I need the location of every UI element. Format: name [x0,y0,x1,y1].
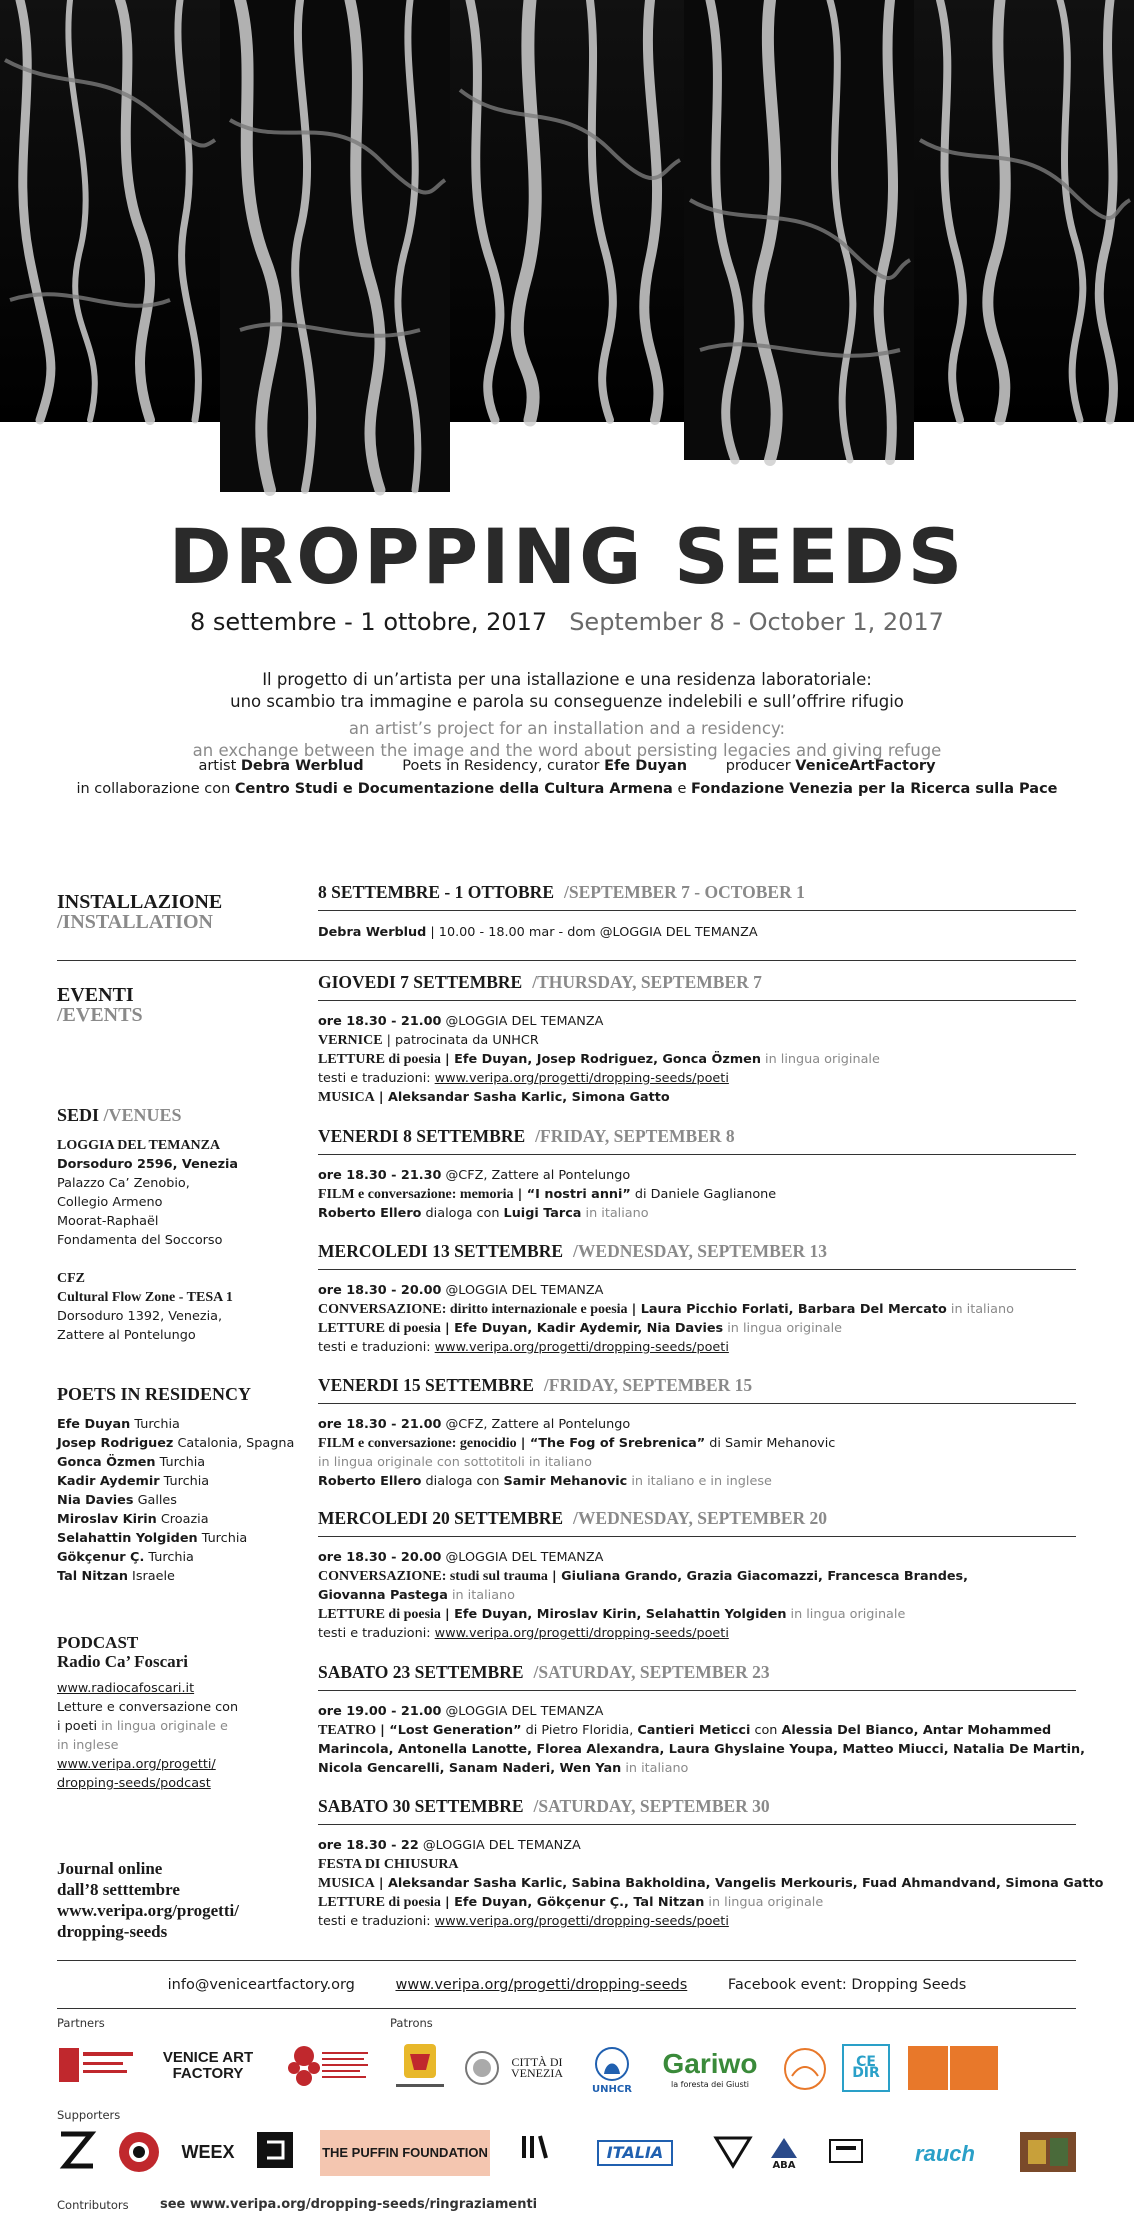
event-detail: | Giuliana Grando, Grazia Giacomazzi, Francesca Brandes, [551,1569,969,1584]
day-en: /THURSDAY, SEPTEMBER 7 [532,972,762,992]
events-head-it: EVENTI [57,984,134,1006]
event-detail: | “Lost Generation” [380,1723,522,1738]
poet-name: Selahattin Yolgiden [57,1531,198,1546]
event-author: di Daniele Gaglianone [634,1187,777,1202]
divider [57,960,1076,961]
podcast-link[interactable]: dropping-seeds/podcast [57,1776,211,1791]
event-activity: LETTURE di poesia [318,1321,441,1336]
event-activity: MUSICA [318,1090,375,1105]
poets-heading: POETS IN RESIDENCY [57,1384,252,1404]
testi-label: testi e traduzioni: [318,1914,431,1929]
credits-collab-label: in collaborazione con [76,781,231,797]
poet-item [57,1434,297,1453]
installation-hours: | 10.00 - 18.00 mar - dom [430,925,596,940]
poet-item [57,1567,297,1586]
event-time: ore 19.00 - 21.00 [318,1704,442,1719]
event-speaker: Samir Mehanovic [503,1474,628,1489]
installation-dates [318,882,805,903]
divider [318,1403,1076,1404]
event-detail: | Efe Duyan, Gökçenur Ç., Tal Nitzan [445,1895,705,1910]
event-place: @LOGGIA DEL TEMANZA [445,1014,604,1029]
credits-artist: Debra Werblud [240,758,364,774]
day-en: /WEDNESDAY, SEPTEMBER 20 [573,1508,828,1528]
day-it: MERCOLEDI 20 SETTEMBRE [318,1508,564,1528]
contributors-link[interactable]: see www.veripa.org/dropping-seeds/ringraziamenti [160,2197,538,2212]
event-detail: Giovanna Pastega [318,1588,448,1603]
installation-info [318,923,1088,942]
day-heading [318,972,762,993]
poet-item [57,1453,297,1472]
poet-name: Tal Nitzan [57,1569,128,1584]
day-it: GIOVEDI 7 SETTEMBRE [318,972,523,992]
poet-country: Turchia [159,1455,206,1470]
poet-item [57,1472,297,1491]
venue-line: Palazzo Ca’ Zenobio, [57,1176,190,1191]
unhcr-logo [580,2040,644,2100]
day-heading [318,1241,827,1262]
credits-collab2: Fondazione Venezia per la Ricerca sulla Pace [690,781,1058,797]
mentasti-design-logo [710,2130,756,2176]
venue-line: Moorat-Raphaël [57,1214,159,1229]
day-heading [318,1796,770,1817]
day-it: SABATO 30 SETTEMBRE [318,1796,524,1816]
installation-dates-it: 8 SETTEMBRE - 1 OTTOBRE [318,882,554,902]
credits [0,755,1134,801]
day-heading [318,1375,752,1396]
poets-section [57,1383,297,1586]
credits-curator: Efe Duyan [604,758,688,774]
venue-line: Zattere al Pontelungo [57,1328,196,1343]
installation-dates-en: /SEPTEMBER 7 - OCTOBER 1 [564,882,805,902]
venue-name: CFZ [57,1271,85,1286]
event-speaker: Roberto Ellero [318,1474,422,1489]
divider [318,1824,1076,1825]
venue-line: Collegio Armeno [57,1195,163,1210]
podcast-text: Letture e conversazione con [57,1700,239,1715]
event-author: di Samir Mehanovic [709,1436,836,1451]
aba-label: ABA [772,2159,796,2171]
divider [318,1690,1076,1691]
event-block [318,1415,1088,1491]
event-place: @CFZ, Zattere al Pontelungo [445,1417,631,1432]
weex-logo: WEEX [181,2142,235,2162]
event-detail: | Laura Picchio Forlati, Barbara Del Mercato [631,1302,947,1317]
venice-art-factory-logo: VENICE ART FACTORY [162,2049,254,2082]
museo-ebraico-logo [510,2130,560,2176]
event-connector: con [754,1723,778,1738]
day-heading [318,1508,827,1529]
testi-label: testi e traduzioni: [318,1340,431,1355]
event-speaker: Luigi Tarca [503,1206,582,1221]
day-en: /SATURDAY, SEPTEMBER 23 [533,1662,770,1682]
partners-label: Partners [57,2016,105,2030]
day-it: MERCOLEDI 13 SETTEMBRE [318,1241,564,1261]
poet-country: Catalonia, Spagna [177,1436,295,1451]
credits-and: e [677,781,687,797]
dates-en: September 8 - October 1, 2017 [569,608,944,636]
venue-line: Fondamenta del Soccorso [57,1233,223,1248]
event-language: in lingua originale con sottotitoli in italiano [318,1455,592,1470]
club-seal-logo [117,2130,161,2174]
day-en: /WEDNESDAY, SEPTEMBER 13 [573,1241,828,1261]
dates-it: 8 settembre - 1 ottobre, 2017 [190,608,548,636]
event-place: @LOGGIA DEL TEMANZA [445,1283,604,1298]
installation-head-it: INSTALLAZIONE [57,891,223,913]
poet-name: Nia Davies [57,1493,134,1508]
armenian-org-logo [950,2046,998,2090]
podcast-subheading: Radio Ca’ Foscari [57,1652,188,1671]
intro-it-line1: Il progetto di un’artista per una istallazione e una residenza laboratoriale: [262,670,872,689]
event-company: Cantieri Meticci [637,1723,751,1738]
podcast-text: i poeti [57,1719,98,1734]
event-connector: dialoga con [425,1206,500,1221]
credits-artist-label: artist [198,758,237,774]
venues-head-en: /VENUES [103,1105,182,1125]
event-detail: | Aleksandar Sasha Karlic, Simona Gatto [378,1090,670,1105]
event-activity: LETTURE di poesia [318,1895,441,1910]
journal-text: dall’8 setttembre [57,1880,180,1899]
event-author: di Pietro Floridia, [525,1723,634,1738]
poet-country: Turchia [134,1417,180,1432]
poet-country: Turchia [148,1550,194,1565]
poet-item [57,1510,297,1529]
divider [318,1536,1076,1537]
event-cast: Nicola Gencarelli, Sanam Naderi, Wen Yan [318,1761,622,1776]
event-activity: CONVERSAZIONE: studi sul trauma [318,1569,548,1584]
day-it: SABATO 23 SETTEMBRE [318,1662,524,1682]
divider [318,910,1076,911]
event-cast: Marincola, Antonella Lanotte, Florea Alexandra, Laura Ghyslaine Youpa, Matteo Miucci, Natalia De Martin, [318,1742,1085,1757]
event-activity: LETTURE di poesia [318,1607,441,1622]
event-activity: FILM e conversazione: memoria [318,1187,514,1202]
event-activity: VERNICE [318,1033,383,1048]
event-place: @CFZ, Zattere al Pontelungo [445,1168,631,1183]
event-detail: | Efe Duyan, Josep Rodriguez, Gonca Özmen [445,1052,761,1067]
contributors-label: Contributors [57,2198,129,2212]
installation-artist: Debra Werblud [318,925,427,940]
installation-place: @LOGGIA DEL TEMANZA [599,925,758,940]
poet-name: Gonca Özmen [57,1455,156,1470]
venue-name: LOGGIA DEL TEMANZA [57,1138,221,1153]
poet-name: Miroslav Kirin [57,1512,157,1527]
poet-item [57,1415,297,1434]
unione-armeni-logo [908,2046,948,2090]
event-detail: | “The Fog of Srebrenica” [520,1436,706,1451]
testi-link[interactable]: www.veripa.org/progetti/dropping-seeds/poeti [434,1626,729,1641]
intro-it [0,669,1134,713]
event-detail: | Efe Duyan, Kadir Aydemir, Nia Davies [445,1321,724,1336]
footer-links [0,1977,1134,1993]
supporters-label: Supporters [57,2108,121,2122]
day-it: VENERDI 8 SETTEMBRE [318,1126,526,1146]
poet-country: Croazia [160,1512,209,1527]
day-en: /FRIDAY, SEPTEMBER 15 [543,1375,753,1395]
event-detail: | Aleksandar Sasha Karlic, Sabina Bakholdina, Vangelis Merkouris, Fuad Ahmandvand, Simona Gatto [378,1876,1104,1891]
podcast-section [57,1633,297,1793]
event-place: @LOGGIA DEL TEMANZA [445,1550,604,1565]
unhcr-label: UNHCR [592,2083,632,2095]
event-language: in lingua originale [727,1321,843,1336]
ca-foscari-logo [57,2130,97,2174]
poet-name: Efe Duyan [57,1417,131,1432]
event-time: ore 18.30 - 21.00 [318,1014,442,1029]
credits-collab1: Centro Studi e Documentazione della Cultura Armena [234,781,673,797]
journal-link[interactable]: www.veripa.org/progetti/ [57,1901,239,1920]
journal-text: Journal online [57,1859,163,1878]
events-heading [57,985,143,1025]
event-connector: dialoga con [425,1474,500,1489]
poet-item [57,1491,297,1510]
art-world-logo [782,2046,828,2092]
roots-photograph [0,0,1134,422]
testi-label: testi e traduzioni: [318,1071,431,1086]
event-activity: CONVERSAZIONE: diritto internazionale e poesia [318,1302,628,1317]
event-language: in italiano [625,1761,689,1776]
event-activity: FESTA DI CHIUSURA [318,1857,459,1872]
venue-address: Dorsoduro 2596, Venezia [57,1157,239,1172]
event-language: in lingua originale [708,1895,824,1910]
divider [57,1960,1076,1961]
event-language: in italiano [585,1206,649,1221]
event-detail: | patrocinata da UNHCR [386,1033,539,1048]
fondazione-logo [57,2042,137,2088]
website-link[interactable]: www.veripa.org/progetti/dropping-seeds [395,1977,688,1993]
event-language: in lingua originale [790,1607,906,1622]
poet-country: Turchia [163,1474,210,1489]
italia-cuba-label: ITALIA [597,2140,674,2166]
event-cast: Alessia Del Bianco, Antar Mohammed [781,1723,1052,1738]
venues-section [57,1104,297,1345]
gariwo-logo [655,2040,765,2098]
event-block [318,1166,1088,1223]
citta-venezia-logo: CITTÀ DI VENEZIA [511,2055,563,2080]
event-time: ore 18.30 - 21.00 [318,1417,442,1432]
event-language: in italiano e in inglese [631,1474,772,1489]
italia-cuba-logo [580,2130,690,2176]
poet-country: Turchia [201,1531,248,1546]
cedir-logo: CE DIR [842,2044,890,2092]
event-block [318,1836,1104,1931]
podcast-text: in lingua originale e [101,1719,228,1734]
podcast-link[interactable]: www.veripa.org/progetti/ [57,1757,216,1772]
venues-head-it: SEDI [57,1105,100,1125]
event-activity: FILM e conversazione: genocidio [318,1436,517,1451]
gariwo-label: Gariwo [662,2047,758,2079]
event-time: ore 18.30 - 22 [318,1838,419,1853]
journal-link[interactable]: dropping-seeds [57,1922,168,1941]
regione-veneto-logo [390,2040,450,2096]
event-block [318,1702,1088,1778]
event-activity: LETTURE di poesia [318,1052,441,1067]
credits-producer: VeniceArtFactory [795,758,936,774]
event-speaker: Roberto Ellero [318,1206,422,1221]
day-heading [318,1126,735,1147]
venue-name-full: Cultural Flow Zone - TESA 1 [57,1290,233,1305]
day-en: /FRIDAY, SEPTEMBER 8 [535,1126,735,1146]
event-block [318,1012,1088,1107]
credits-poets-label: Poets in Residency, curator [402,758,600,774]
event-language: in italiano [451,1588,515,1603]
rauch-logo: rauch [915,2140,975,2166]
day-en: /SATURDAY, SEPTEMBER 30 [533,1796,770,1816]
event-detail: | “I nostri anni” [517,1187,631,1202]
citta-venezia-seal-icon [462,2040,502,2096]
poets-list [57,1415,297,1586]
facebook-link[interactable]: Facebook event: Dropping Seeds [727,1977,967,1993]
testi-label: testi e traduzioni: [318,1626,431,1641]
poet-country: Israele [132,1569,175,1584]
divider [318,1000,1076,1001]
event-language: in italiano [950,1302,1014,1317]
testi-link[interactable]: www.veripa.org/progetti/dropping-seeds/poeti [434,1914,729,1929]
podcast-heading: PODCAST [57,1633,139,1652]
patrons-label: Patrons [390,2016,433,2030]
painting-logo [1020,2132,1076,2172]
poet-item [57,1548,297,1567]
testi-link[interactable]: www.veripa.org/progetti/dropping-seeds/poeti [434,1340,729,1355]
divider [57,2008,1076,2009]
poet-item [57,1529,297,1548]
podcast-text: in inglese [57,1738,119,1753]
divider [318,1269,1076,1270]
armenian-center-logo [282,2040,372,2096]
event-time: ore 18.30 - 20.00 [318,1283,442,1298]
event-place: @LOGGIA DEL TEMANZA [445,1704,604,1719]
gariwo-sub: la foresta dei Giusti [671,2079,749,2089]
event-time: ore 18.30 - 20.00 [318,1550,442,1565]
gestione-logo [255,2130,295,2174]
event-activity: MUSICA [318,1876,375,1891]
installation-heading [57,892,222,932]
testi-link[interactable]: www.veripa.org/progetti/dropping-seeds/poeti [434,1071,729,1086]
page-title: DROPPING SEEDS [168,512,966,601]
intro-en-line2: an exchange between the image and the word about persisting legacies and giving refuge [192,741,942,760]
event-detail: | Efe Duyan, Miroslav Kirin, Selahattin Yolgiden [445,1607,787,1622]
puffin-foundation-logo: THE PUFFIN FOUNDATION [320,2130,490,2176]
paragon-factory-logo [824,2130,868,2176]
event-language: in lingua originale [765,1052,880,1067]
event-dates [0,608,1134,636]
poet-name: Gökçenur Ç. [57,1550,145,1565]
intro-it-line2: uno scambio tra immagine e parola su conseguenze indelebili e sull’offrire rifugio [230,692,904,711]
event-block [318,1281,1088,1357]
divider [318,1154,1076,1155]
event-time: ore 18.30 - 21.30 [318,1168,442,1183]
podcast-link[interactable]: www.radiocafoscari.it [57,1681,195,1696]
aba-logo [762,2130,806,2176]
day-heading [318,1662,770,1683]
events-head-en: /EVENTS [57,1004,143,1026]
poet-name: Josep Rodriguez [57,1436,174,1451]
intro-en-line1: an artist’s project for an installation and a residency: [348,719,786,738]
email-link[interactable]: info@veniceartfactory.org [167,1977,355,1993]
venue-address: Dorsoduro 1392, Venezia, [57,1309,223,1324]
event-block [318,1548,1088,1643]
journal-section [57,1858,307,1942]
event-place: @LOGGIA DEL TEMANZA [422,1838,581,1853]
poet-name: Kadir Aydemir [57,1474,160,1489]
event-activity: TEATRO [318,1723,377,1738]
poet-country: Galles [137,1493,177,1508]
day-it: VENERDI 15 SETTEMBRE [318,1375,534,1395]
installation-head-en: /INSTALLATION [57,911,213,933]
credits-producer-label: producer [725,758,791,774]
